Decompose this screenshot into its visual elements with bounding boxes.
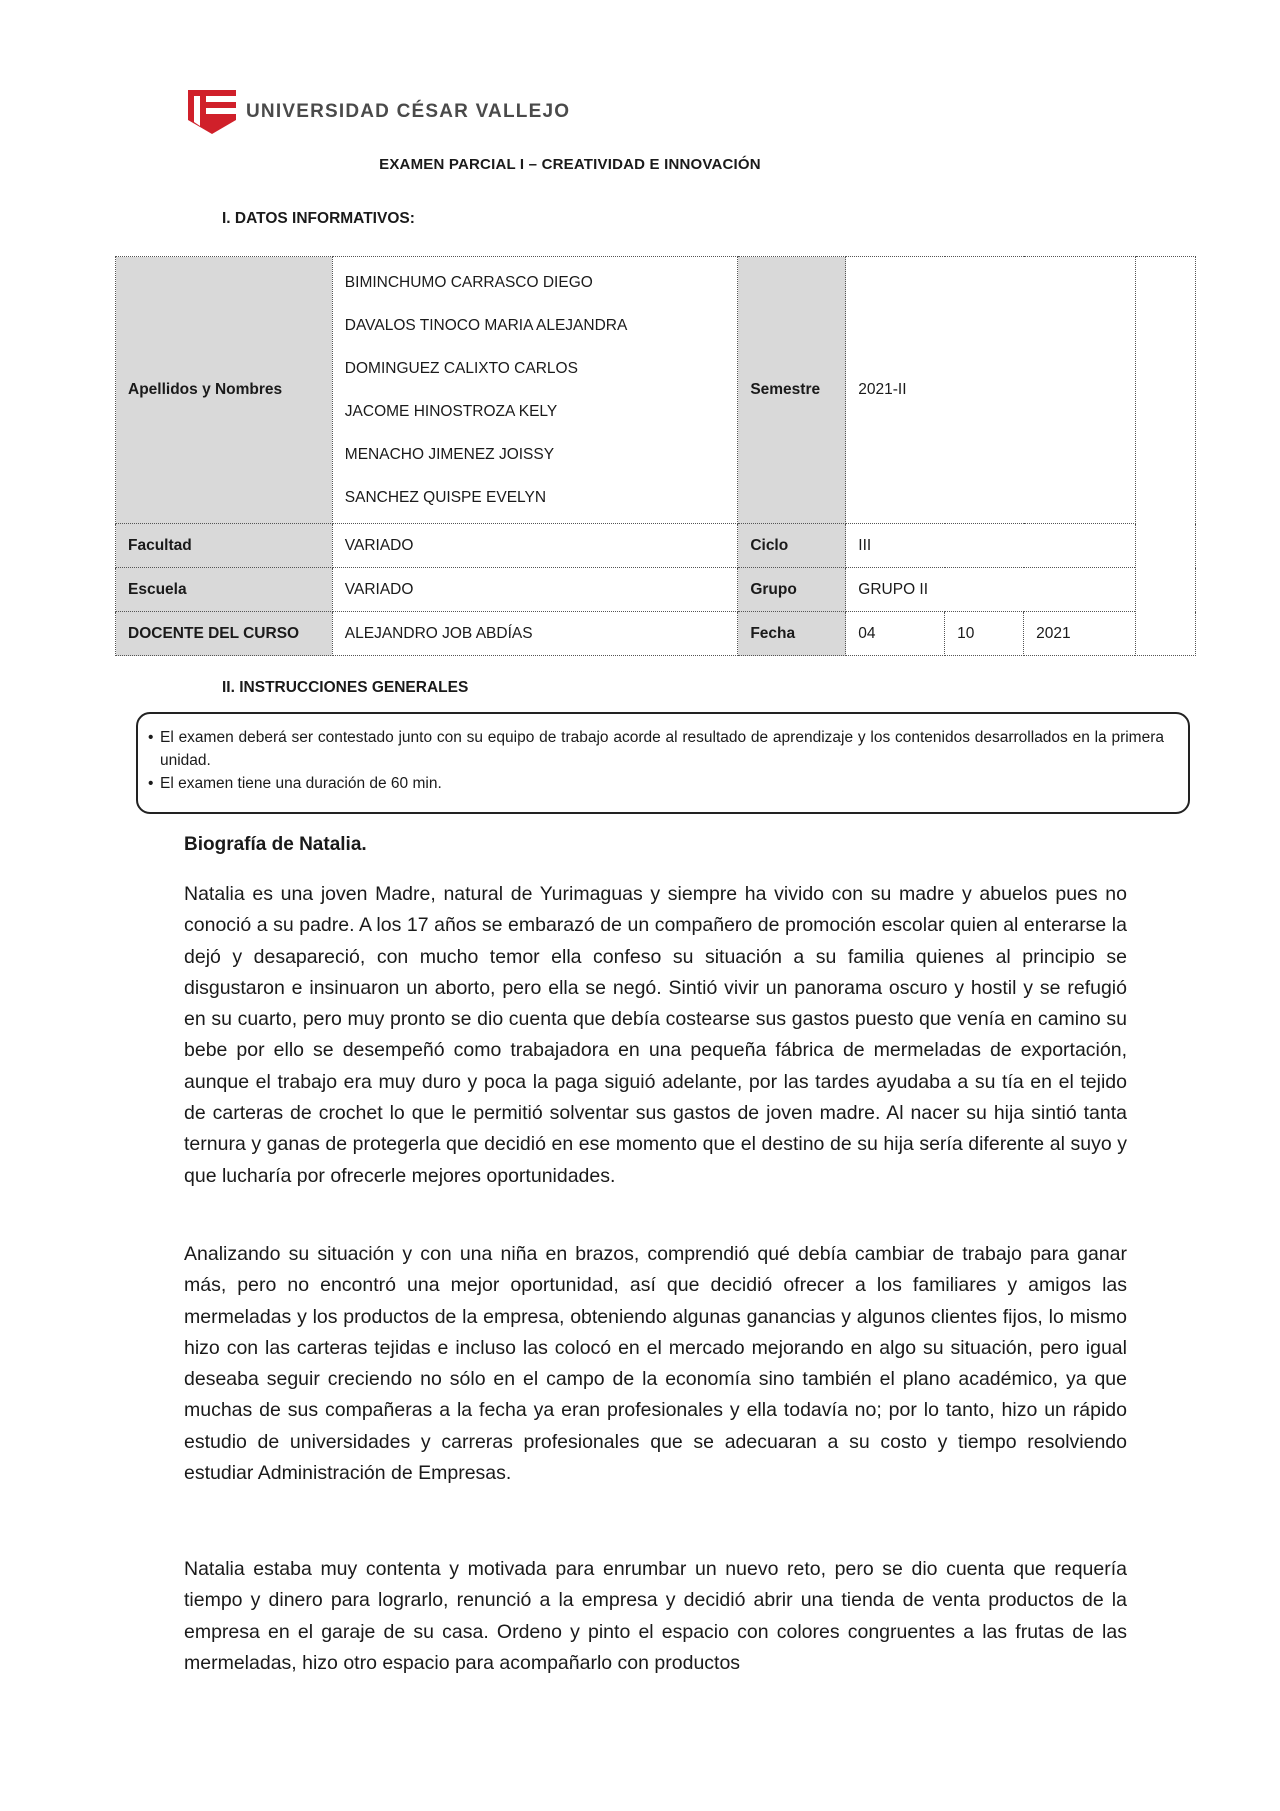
- fecha-label: Fecha: [738, 612, 846, 656]
- student-name: SANCHEZ QUISPE EVELYN: [344, 489, 547, 506]
- list-item: [148, 772, 1164, 795]
- ciclo-value: III: [846, 524, 1136, 568]
- biography-title: Biografía de Natalia.: [184, 834, 367, 855]
- semestre-label: Semestre: [738, 257, 846, 524]
- empty-cell: [1136, 257, 1196, 656]
- docente-value: ALEJANDRO JOB ABDÍAS: [332, 612, 738, 656]
- table-row: [116, 612, 1196, 656]
- grupo-value: GRUPO II: [846, 568, 1136, 612]
- facultad-label: Facultad: [116, 524, 333, 568]
- body-paragraph: Natalia es una joven Madre, natural de Yurimaguas y siempre ha vivido con su madre y abuelos pues no conoció a su padre. A los 17 años se embarazó de un compañero de promoción escolar quien al enterarse la dejó y desapareció, con mucho temor ella confeso su situación a su familia quienes al principio se disgustaron e insinuaron un aborto, pero ella se negó. Sintió vivir un panorama oscuro y hostil y se refugió en su cuarto, pero muy pronto se dio cuenta que debía costearse sus gastos puesto que venía en camino su bebe por ello se desempeñó como trabajadora en una pequeña fábrica de mermeladas de exportación, aunque el trabajo era muy duro y poca la paga siguió adelante, por las tardes ayudaba a su tía en el tejido de carteras de crochet lo que le permitió solventar sus gastos de joven madre. Al nacer su hija sintió tanta ternura y ganas de protegerla que decidió en ese momento que el destino de su hija sería diferente al suyo y que lucharía por ofrecerle mejores oportunidades.: [184, 883, 1127, 1187]
- table-row: [116, 524, 1196, 568]
- names-label: Apellidos y Nombres: [116, 257, 333, 524]
- university-name: UNIVERSIDAD CÉSAR VALLEJO: [246, 101, 571, 122]
- fecha-month: 10: [945, 612, 1024, 656]
- exam-title: EXAMEN PARCIAL I – CREATIVIDAD E INNOVACIÓN: [379, 156, 761, 173]
- student-name: DAVALOS TINOCO MARIA ALEJANDRA: [344, 317, 628, 334]
- bullet-icon: •: [148, 775, 154, 792]
- docente-label: DOCENTE DEL CURSO: [116, 612, 333, 656]
- list-item: [148, 726, 1164, 772]
- university-logo: [186, 86, 570, 138]
- fecha-day: 04: [846, 612, 945, 656]
- table-row: [116, 568, 1196, 612]
- student-name: JACOME HINOSTROZA KELY: [344, 403, 558, 420]
- grupo-label: Grupo: [738, 568, 846, 612]
- info-table: [115, 256, 1196, 656]
- bullet-icon: •: [148, 729, 154, 746]
- instruction-text: El examen deberá ser contestado junto con su equipo de trabajo acorde al resultado de aprendizaje y los contenidos desarrollados en la primera unidad.: [160, 729, 1164, 769]
- student-name: MENACHO JIMENEZ JOISSY: [344, 446, 555, 463]
- body-paragraph: Natalia estaba muy contenta y motivada para enrumbar un nuevo reto, pero se dio cuenta que requería tiempo y dinero para lograrlo, renunció a la empresa y decidió abrir una tienda de venta productos de la empresa en el garaje de su casa. Ordeno y pinto el espacio con colores congruentes a las frutas de las mermeladas, hizo otro espacio para acompañarlo con productos: [184, 1558, 1127, 1674]
- body-paragraph: Analizando su situación y con una niña en brazos, comprendió qué debía cambiar de trabajo para ganar más, pero no encontró una mejor oportunidad, así que decidió ofrecer a los familiares y amigos las mermeladas y los productos de la empresa, obteniendo algunas ganancias y algunos clientes fijos, lo mismo hizo con las carteras tejidas e incluso las colocó en el mercado mejorando en algo su situación, pero igual deseaba seguir creciendo no sólo en el campo de la economía sino también el plano académico, ya que muchas de sus compañeras a la fecha ya eran profesionales y ella todavía no; por lo tanto, hizo un rápido estudio de universidades y carreras profesionales que se adecuaran a su costo y tiempo resolviendo estudiar Administración de Empresas.: [184, 1243, 1127, 1485]
- student-name: BIMINCHUMO CARRASCO DIEGO: [344, 274, 593, 291]
- ucv-shield-icon: [186, 86, 238, 138]
- escuela-value: VARIADO: [332, 568, 738, 612]
- ciclo-label: Ciclo: [738, 524, 846, 568]
- semestre-value: 2021-II: [846, 257, 1136, 524]
- instruction-text: El examen tiene una duración de 60 min.: [160, 775, 442, 792]
- section-heading-instrucciones: II. INSTRUCCIONES GENERALES: [222, 679, 469, 696]
- fecha-year: 2021: [1024, 612, 1136, 656]
- names-cell: [332, 257, 738, 524]
- table-row: [116, 257, 1196, 524]
- facultad-value: VARIADO: [332, 524, 738, 568]
- section-heading-datos: I. DATOS INFORMATIVOS:: [222, 210, 415, 227]
- escuela-label: Escuela: [116, 568, 333, 612]
- instructions-box: [136, 712, 1190, 814]
- student-name: DOMINGUEZ CALIXTO CARLOS: [344, 360, 578, 377]
